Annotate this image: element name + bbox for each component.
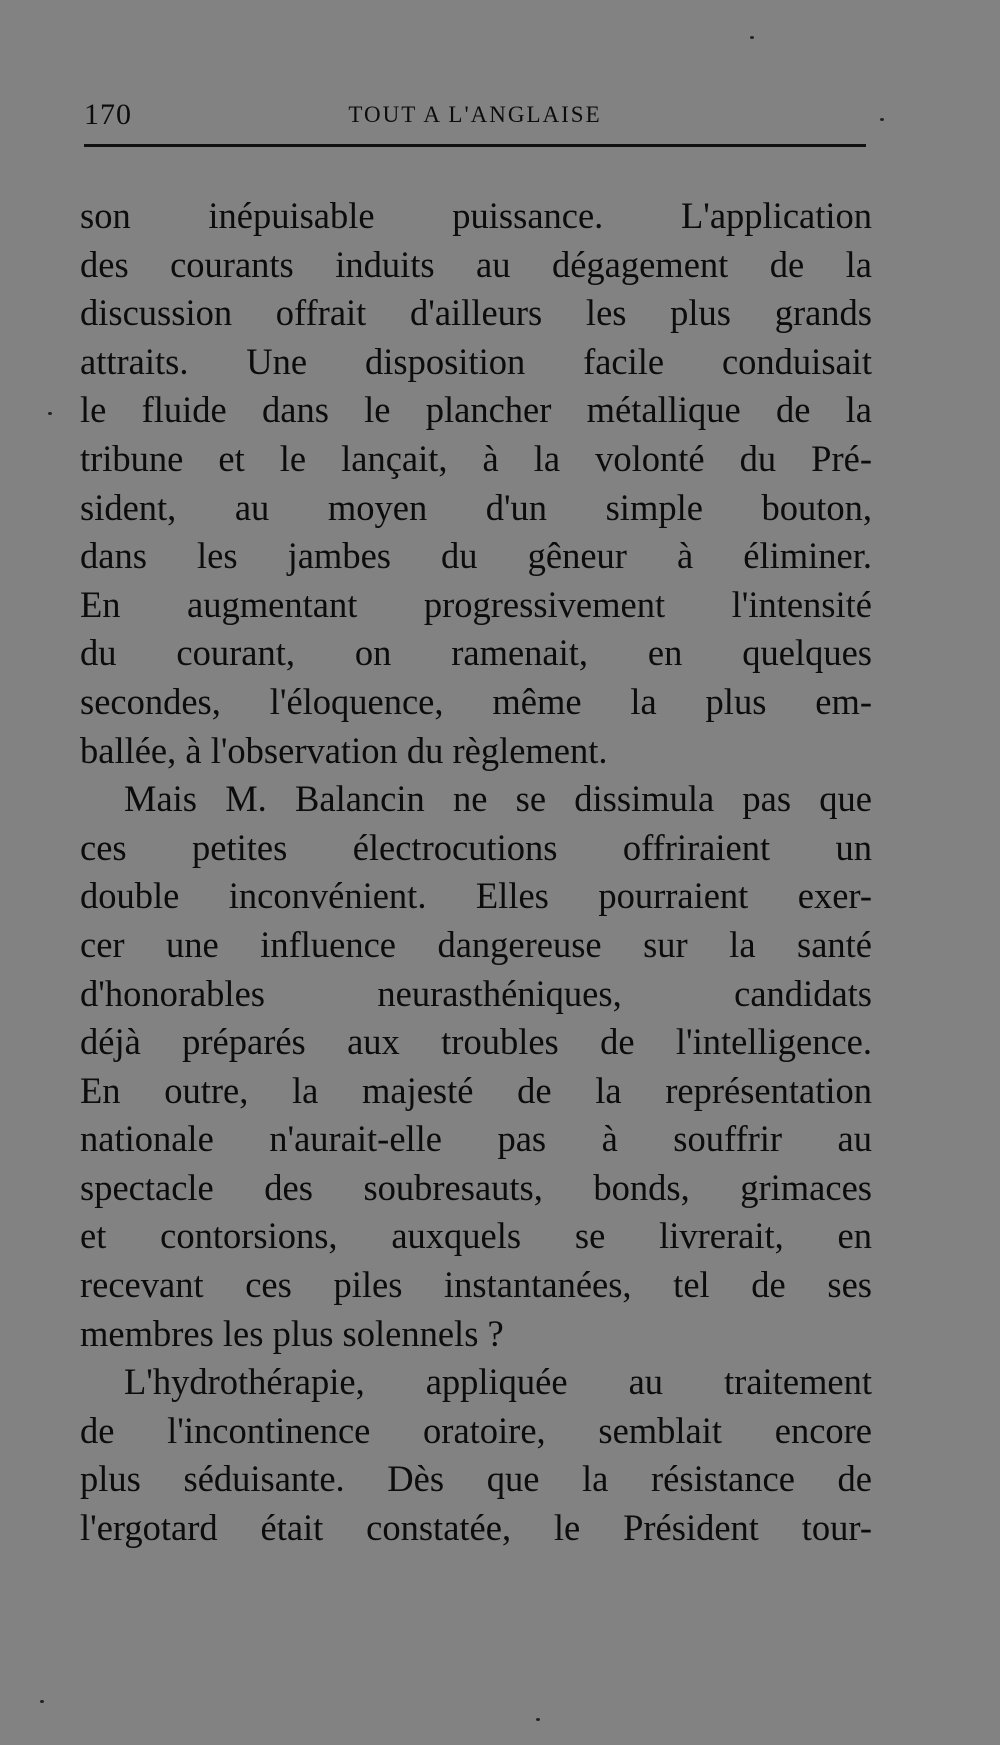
text-line: secondes, l'éloquence, même la plus em- [80, 680, 872, 722]
text-line: discussion offrait d'ailleurs les plus grands [80, 292, 872, 334]
running-head [84, 98, 866, 138]
paper-speck [536, 1718, 540, 1721]
running-title: TOUT A L'ANGLAISE [348, 102, 602, 127]
text-line: attraits. Une disposition facile conduisait [80, 340, 872, 382]
text-line: d'honorables neurasthéniques, candidats [80, 972, 872, 1014]
text-line: sident, au moyen d'un simple bouton, [80, 486, 872, 528]
text-line: de l'incontinence oratoire, semblait encore [80, 1409, 872, 1451]
header-rule [84, 144, 866, 147]
text-line: L'hydrothérapie, appliquée au traitement [124, 1361, 872, 1403]
paper-speck [40, 1700, 44, 1703]
body-text [80, 192, 872, 1553]
text-line: nationale n'aurait-elle pas à souffrir au [80, 1118, 872, 1160]
text-line: le fluide dans le plancher métallique de la [80, 389, 872, 431]
text-line: spectacle des soubresauts, bonds, grimaces [80, 1166, 872, 1208]
text-line: son inépuisable puissance. L'application [80, 195, 872, 236]
paper-speck [880, 118, 884, 121]
text-line: des courants induits au dégagement de la [80, 243, 872, 285]
text-line: cer une influence dangereuse sur la santé [80, 923, 872, 965]
page-number: 170 [84, 98, 132, 131]
text-line: du courant, on ramenait, en quelques [80, 632, 872, 674]
text-line: tribune et le lançait, à la volonté du Pré- [80, 437, 872, 479]
text-line: double inconvénient. Elles pourraient exer- [80, 875, 872, 917]
text-line: et contorsions, auxquels se livrerait, en [80, 1215, 872, 1257]
paper-speck [48, 412, 52, 415]
text-line: Mais M. Balancin ne se dissimula pas que [124, 778, 872, 820]
text-line: ces petites électrocutions offriraient un [80, 826, 872, 868]
text-line: En outre, la majesté de la représentation [80, 1069, 872, 1111]
text-line: En augmentant progressivement l'intensité [80, 583, 872, 625]
text-line: déjà préparés aux troubles de l'intelligence. [80, 1021, 872, 1063]
text-line: dans les jambes du gêneur à éliminer. [80, 535, 872, 577]
text-line: ballée, à l'observation du règlement. [80, 729, 608, 771]
text-line: l'ergotard était constatée, le Président tour- [80, 1507, 872, 1549]
text-line: membres les plus solennels ? [80, 1312, 504, 1354]
text-line: recevant ces piles instantanées, tel de ses [80, 1264, 872, 1306]
text-line: plus séduisante. Dès que la résistance de [80, 1458, 872, 1500]
paper-speck [750, 36, 754, 39]
